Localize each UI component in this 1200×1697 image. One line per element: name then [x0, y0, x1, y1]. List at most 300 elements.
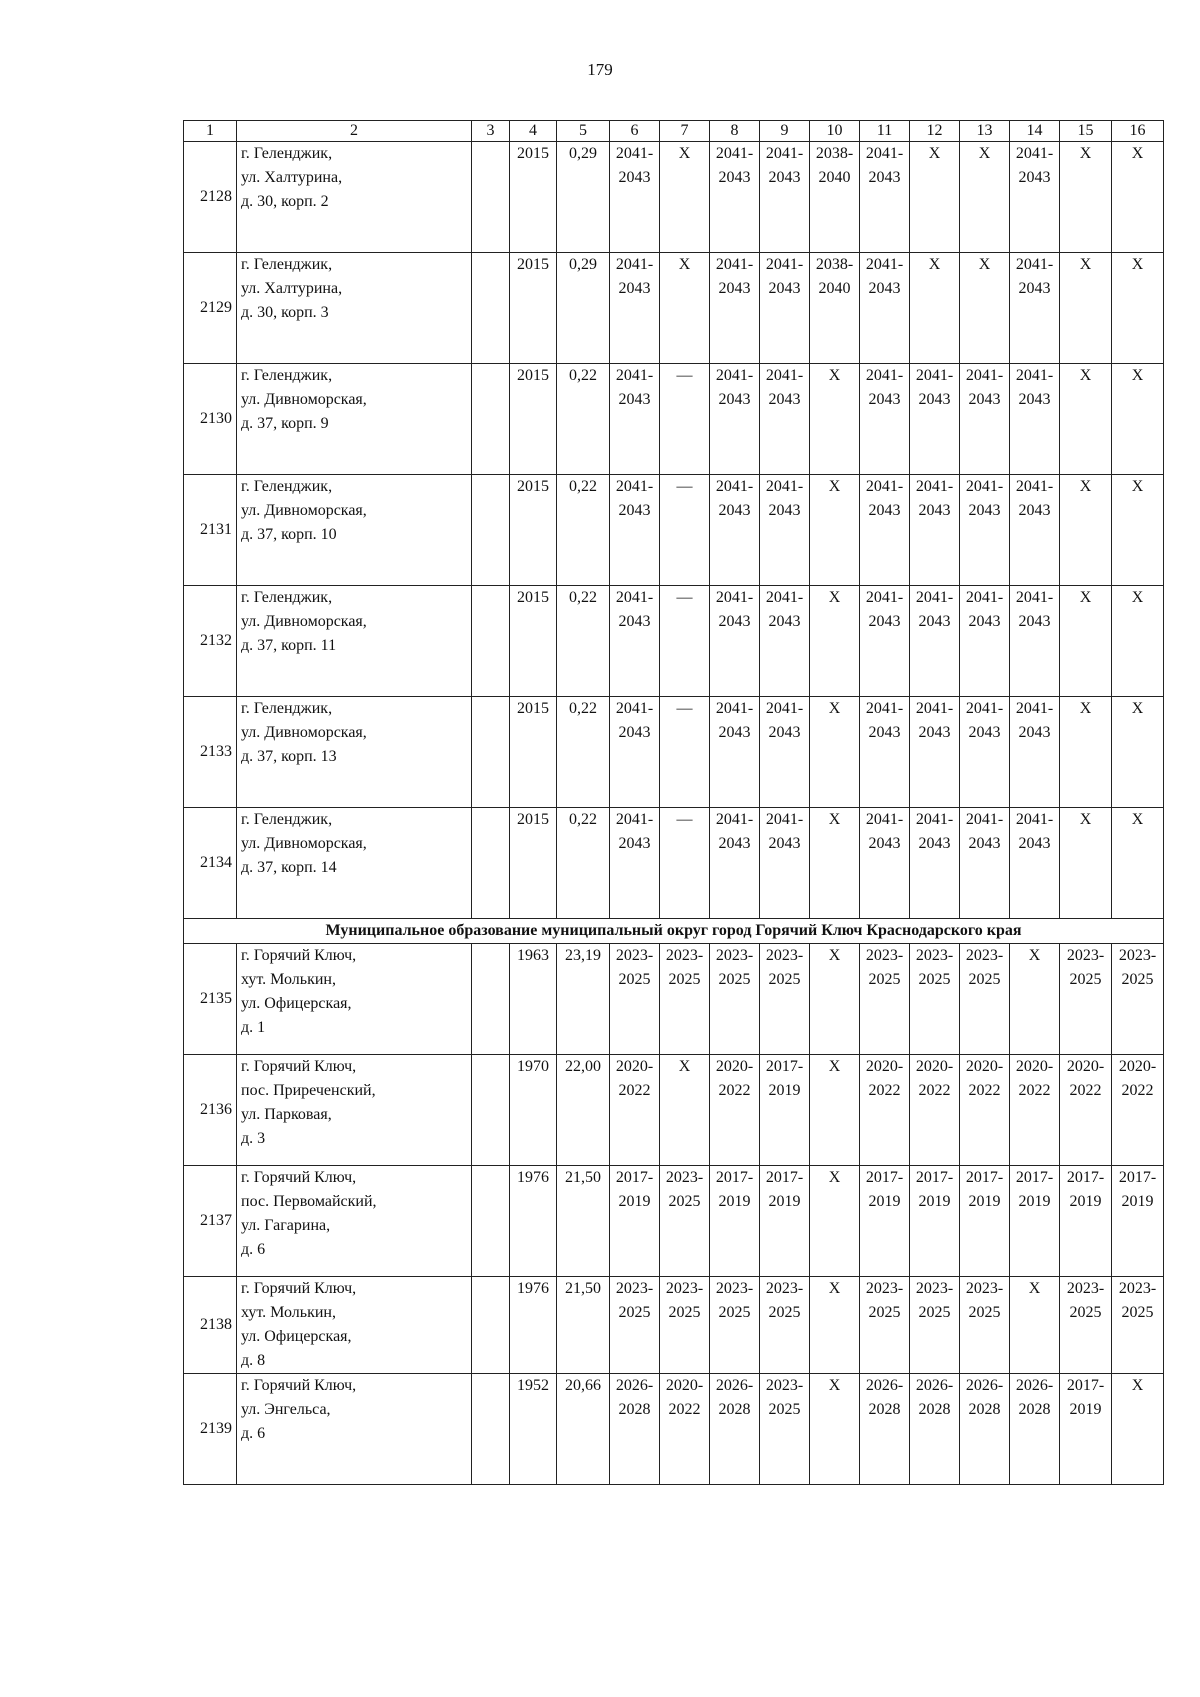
period-cell: [1010, 475, 1060, 586]
year-built-cell: 1952: [510, 1374, 557, 1485]
address-cell: [237, 944, 472, 1055]
period-cell: [810, 142, 860, 253]
period-text: 2038-: [815, 145, 854, 162]
address-cell: [237, 1055, 472, 1166]
address-line: г. Геленджик,: [241, 256, 333, 273]
period-text: —: [676, 589, 693, 606]
period-cell: [860, 1374, 910, 1485]
address-line: д. 6: [241, 1241, 266, 1258]
row-number: 2134: [184, 808, 237, 919]
period-cell: [1010, 586, 1060, 697]
col-3-cell: [472, 1055, 510, 1166]
address-line: д. 37, корп. 11: [241, 637, 337, 654]
col-3-cell: [472, 142, 510, 253]
period-text: 2043: [1018, 169, 1051, 186]
period-cell: [1010, 944, 1060, 1055]
period-text: 2043: [618, 613, 651, 630]
period-cell: [660, 808, 710, 919]
address-cell: [237, 1374, 472, 1485]
table-body: [184, 121, 1164, 1485]
period-cell: [960, 944, 1010, 1055]
period-cell: [1060, 142, 1112, 253]
period-cell: [1060, 697, 1112, 808]
table-row: [184, 1374, 1164, 1485]
period-cell: [660, 1277, 710, 1374]
year-built-cell: 2015: [510, 364, 557, 475]
period-cell: [660, 253, 710, 364]
period-text: 2041-: [765, 145, 804, 162]
address-line: г. Геленджик,: [241, 478, 333, 495]
period-text: 2023-: [715, 947, 754, 964]
period-text: 2041-: [715, 145, 754, 162]
period-cell: [1060, 253, 1112, 364]
period-cell: [860, 253, 910, 364]
value-cell: 21,50: [557, 1277, 610, 1374]
period-text: 2017-: [615, 1169, 654, 1186]
period-text: 2025: [868, 1304, 901, 1321]
address-line: д. 37, корп. 9: [241, 415, 329, 432]
column-header: 6: [610, 121, 660, 142]
period-text: 2020-: [1118, 1058, 1157, 1075]
period-cell: [960, 142, 1010, 253]
column-header: 16: [1112, 121, 1164, 142]
period-text: 2028: [1018, 1401, 1051, 1418]
period-cell: [910, 586, 960, 697]
period-cell: [810, 1374, 860, 1485]
period-text: 2043: [968, 613, 1001, 630]
period-text: 2043: [1018, 835, 1051, 852]
address-cell: [237, 586, 472, 697]
row-number: 2137: [184, 1166, 237, 1277]
period-text: 2017-: [1118, 1169, 1157, 1186]
section-row: [184, 919, 1164, 944]
period-cell: [1010, 697, 1060, 808]
address-line: д. 30, корп. 3: [241, 304, 329, 321]
period-cell: [760, 697, 810, 808]
period-text: X: [928, 145, 941, 162]
period-text: X: [1079, 478, 1092, 495]
period-cell: [610, 1166, 660, 1277]
period-text: 2043: [868, 280, 901, 297]
period-text: 2020-: [1015, 1058, 1054, 1075]
address-line: пос. Первомайский,: [241, 1193, 377, 1210]
period-text: 2020-: [865, 1058, 904, 1075]
address-line: д. 37, корп. 13: [241, 748, 337, 765]
address-line: ул. Дивноморская,: [241, 613, 367, 630]
period-text: X: [1079, 256, 1092, 273]
period-cell: [660, 142, 710, 253]
col-3-cell: [472, 253, 510, 364]
period-cell: [760, 475, 810, 586]
period-cell: [960, 586, 1010, 697]
period-cell: [1112, 253, 1164, 364]
row-number: 2135: [184, 944, 237, 1055]
period-cell: [860, 1166, 910, 1277]
period-text: 2043: [968, 724, 1001, 741]
period-text: 2043: [1018, 502, 1051, 519]
period-text: 2041-: [765, 589, 804, 606]
period-text: —: [676, 811, 693, 828]
period-cell: [960, 253, 1010, 364]
period-cell: [610, 1277, 660, 1374]
period-text: 2019: [1069, 1401, 1102, 1418]
address-line: ул. Офицерская,: [241, 995, 352, 1012]
period-text: 2043: [918, 613, 951, 630]
period-cell: [860, 944, 910, 1055]
period-cell: [1112, 586, 1164, 697]
value-cell: 22,00: [557, 1055, 610, 1166]
period-text: 2043: [618, 835, 651, 852]
period-text: 2043: [968, 391, 1001, 408]
period-cell: [1112, 1374, 1164, 1485]
row-number: 2138: [184, 1277, 237, 1374]
period-text: 2041-: [865, 367, 904, 384]
period-text: 2023-: [765, 1280, 804, 1297]
year-built-cell: 1963: [510, 944, 557, 1055]
period-text: 2041-: [715, 589, 754, 606]
period-cell: [1010, 142, 1060, 253]
period-text: 2040: [818, 169, 851, 186]
period-cell: [1010, 1277, 1060, 1374]
period-text: 2022: [1018, 1082, 1051, 1099]
period-text: X: [1131, 367, 1144, 384]
period-text: 2043: [918, 835, 951, 852]
period-cell: [1010, 364, 1060, 475]
period-text: 2017-: [915, 1169, 954, 1186]
period-text: —: [676, 367, 693, 384]
period-cell: [610, 1055, 660, 1166]
period-text: X: [828, 700, 841, 717]
period-text: X: [1079, 700, 1092, 717]
year-built-cell: 2015: [510, 475, 557, 586]
address-line: г. Горячий Ключ,: [241, 1377, 357, 1394]
period-text: 2025: [1121, 971, 1154, 988]
period-text: 2041-: [765, 256, 804, 273]
period-text: 2022: [1069, 1082, 1102, 1099]
period-text: 2023-: [665, 1280, 704, 1297]
period-cell: [710, 364, 760, 475]
table-row: [184, 808, 1164, 919]
period-text: 2025: [668, 1304, 701, 1321]
period-text: 2043: [768, 835, 801, 852]
address-line: г. Горячий Ключ,: [241, 1169, 357, 1186]
period-text: X: [678, 256, 691, 273]
value-cell: 0,22: [557, 586, 610, 697]
year-built-cell: 2015: [510, 586, 557, 697]
period-cell: [1112, 697, 1164, 808]
column-header: 14: [1010, 121, 1060, 142]
period-text: 2023-: [615, 947, 654, 964]
period-text: 2043: [718, 169, 751, 186]
period-text: 2043: [718, 391, 751, 408]
address-line: ул. Дивноморская,: [241, 391, 367, 408]
period-text: 2041-: [765, 478, 804, 495]
period-text: 2028: [918, 1401, 951, 1418]
column-header: 2: [237, 121, 472, 142]
period-cell: [910, 364, 960, 475]
period-text: 2026-: [615, 1377, 654, 1394]
address-line: ул. Дивноморская,: [241, 835, 367, 852]
column-header: 13: [960, 121, 1010, 142]
period-cell: [610, 944, 660, 1055]
period-text: 2023-: [1118, 947, 1157, 964]
period-text: 2041-: [1015, 145, 1054, 162]
row-number: 2131: [184, 475, 237, 586]
period-text: 2019: [1121, 1193, 1154, 1210]
period-cell: [1060, 1277, 1112, 1374]
period-text: 2041-: [965, 478, 1004, 495]
period-text: 2041-: [715, 700, 754, 717]
address-cell: [237, 1166, 472, 1277]
address-line: ул. Дивноморская,: [241, 724, 367, 741]
period-text: 2043: [968, 835, 1001, 852]
period-cell: [760, 1055, 810, 1166]
value-cell: 0,29: [557, 142, 610, 253]
period-text: 2040: [818, 280, 851, 297]
period-text: 2025: [668, 971, 701, 988]
period-cell: [810, 1277, 860, 1374]
period-cell: [1112, 1277, 1164, 1374]
page-number: 179: [587, 60, 613, 79]
period-cell: [1060, 808, 1112, 919]
period-text: 2017-: [715, 1169, 754, 1186]
period-text: 2043: [718, 613, 751, 630]
period-text: 2020-: [965, 1058, 1004, 1075]
period-text: X: [678, 145, 691, 162]
period-cell: [1060, 1166, 1112, 1277]
period-text: 2026-: [915, 1377, 954, 1394]
period-text: 2041-: [715, 256, 754, 273]
year-built-cell: 1976: [510, 1166, 557, 1277]
address-line: д. 3: [241, 1130, 266, 1147]
period-text: 2041-: [1015, 811, 1054, 828]
period-text: 2041-: [915, 589, 954, 606]
period-text: 2043: [918, 502, 951, 519]
period-text: 2017-: [1066, 1169, 1105, 1186]
column-header: 10: [810, 121, 860, 142]
period-text: 2041-: [965, 811, 1004, 828]
period-cell: [760, 1374, 810, 1485]
period-text: 2020-: [665, 1377, 704, 1394]
period-text: 2041-: [965, 367, 1004, 384]
period-text: 2038-: [815, 256, 854, 273]
period-text: 2041-: [615, 256, 654, 273]
row-number: 2130: [184, 364, 237, 475]
period-cell: [610, 142, 660, 253]
address-cell: [237, 1277, 472, 1374]
year-built-cell: 2015: [510, 697, 557, 808]
period-text: X: [678, 1058, 691, 1075]
period-text: 2041-: [615, 700, 654, 717]
period-text: X: [1131, 589, 1144, 606]
period-text: 2043: [718, 280, 751, 297]
period-text: 2043: [1018, 724, 1051, 741]
period-text: X: [928, 256, 941, 273]
period-cell: [1060, 1055, 1112, 1166]
period-text: 2022: [668, 1401, 701, 1418]
address-line: д. 37, корп. 14: [241, 859, 337, 876]
address-line: г. Горячий Ключ,: [241, 1280, 357, 1297]
period-text: 2023-: [1066, 1280, 1105, 1297]
period-text: X: [1079, 367, 1092, 384]
address-line: ул. Дивноморская,: [241, 502, 367, 519]
period-cell: [760, 1166, 810, 1277]
period-cell: [710, 944, 760, 1055]
period-text: 2041-: [715, 367, 754, 384]
period-cell: [910, 944, 960, 1055]
period-cell: [860, 1277, 910, 1374]
period-text: 2025: [918, 1304, 951, 1321]
period-cell: [960, 1055, 1010, 1166]
period-text: X: [828, 1169, 841, 1186]
value-cell: 0,22: [557, 475, 610, 586]
period-text: 2022: [618, 1082, 651, 1099]
period-text: 2041-: [1015, 256, 1054, 273]
period-cell: [710, 697, 760, 808]
section-title: Муниципальное образование муниципальный округ город Горячий Ключ Краснодарского края: [184, 919, 1164, 944]
period-text: 2025: [868, 971, 901, 988]
period-text: X: [1028, 1280, 1041, 1297]
period-cell: [710, 1374, 760, 1485]
period-text: 2041-: [1015, 589, 1054, 606]
period-text: 2041-: [615, 811, 654, 828]
table-row: [184, 364, 1164, 475]
period-text: 2017-: [865, 1169, 904, 1186]
period-text: 2017-: [765, 1058, 804, 1075]
row-number: 2139: [184, 1374, 237, 1485]
column-header: 15: [1060, 121, 1112, 142]
period-text: 2041-: [915, 478, 954, 495]
period-text: 2023-: [765, 1377, 804, 1394]
address-line: д. 8: [241, 1352, 266, 1369]
period-text: 2041-: [965, 589, 1004, 606]
address-line: ул. Энгельса,: [241, 1401, 331, 1418]
period-cell: [1112, 944, 1164, 1055]
address-cell: [237, 364, 472, 475]
col-3-cell: [472, 1277, 510, 1374]
period-text: 2019: [618, 1193, 651, 1210]
col-3-cell: [472, 586, 510, 697]
address-line: г. Горячий Ключ,: [241, 947, 357, 964]
period-text: 2043: [968, 502, 1001, 519]
period-text: X: [828, 811, 841, 828]
period-cell: [610, 808, 660, 919]
col-3-cell: [472, 1166, 510, 1277]
period-cell: [1060, 475, 1112, 586]
address-cell: [237, 808, 472, 919]
period-text: 2019: [918, 1193, 951, 1210]
value-cell: 23,19: [557, 944, 610, 1055]
period-text: X: [1131, 478, 1144, 495]
row-number: 2132: [184, 586, 237, 697]
period-cell: [1060, 944, 1112, 1055]
period-text: —: [676, 700, 693, 717]
period-cell: [710, 142, 760, 253]
period-text: X: [1079, 811, 1092, 828]
year-built-cell: 1970: [510, 1055, 557, 1166]
address-line: д. 6: [241, 1425, 266, 1442]
period-text: 2025: [618, 1304, 651, 1321]
period-text: X: [828, 478, 841, 495]
period-cell: [610, 586, 660, 697]
period-text: X: [978, 256, 991, 273]
period-text: 2026-: [965, 1377, 1004, 1394]
period-text: X: [1131, 256, 1144, 273]
period-text: 2022: [968, 1082, 1001, 1099]
period-text: 2022: [868, 1082, 901, 1099]
period-cell: [860, 364, 910, 475]
address-line: г. Горячий Ключ,: [241, 1058, 357, 1075]
table-row: [184, 1055, 1164, 1166]
column-header: 8: [710, 121, 760, 142]
period-text: 2043: [918, 391, 951, 408]
period-text: 2041-: [865, 811, 904, 828]
period-cell: [660, 1374, 710, 1485]
period-cell: [610, 475, 660, 586]
period-cell: [710, 1277, 760, 1374]
period-cell: [1010, 1166, 1060, 1277]
period-cell: [760, 142, 810, 253]
period-text: 2041-: [865, 145, 904, 162]
period-cell: [910, 475, 960, 586]
period-cell: [610, 253, 660, 364]
period-text: 2043: [618, 280, 651, 297]
period-text: 2023-: [965, 1280, 1004, 1297]
period-text: X: [828, 589, 841, 606]
table-row: [184, 475, 1164, 586]
period-text: 2019: [968, 1193, 1001, 1210]
period-text: 2043: [718, 835, 751, 852]
period-text: 2041-: [865, 256, 904, 273]
period-cell: [810, 697, 860, 808]
period-text: 2025: [668, 1193, 701, 1210]
period-cell: [710, 253, 760, 364]
row-number: 2128: [184, 142, 237, 253]
period-cell: [760, 586, 810, 697]
period-text: X: [1131, 1377, 1144, 1394]
period-text: 2025: [618, 971, 651, 988]
period-text: 2041-: [965, 700, 1004, 717]
period-text: 2023-: [665, 1169, 704, 1186]
period-text: 2022: [718, 1082, 751, 1099]
period-text: X: [828, 1058, 841, 1075]
period-text: 2017-: [1015, 1169, 1054, 1186]
address-cell: [237, 697, 472, 808]
col-3-cell: [472, 364, 510, 475]
value-cell: 0,29: [557, 253, 610, 364]
period-text: 2043: [618, 169, 651, 186]
period-text: 2025: [718, 971, 751, 988]
column-header: 3: [472, 121, 510, 142]
period-cell: [710, 1055, 760, 1166]
period-cell: [810, 808, 860, 919]
period-cell: [910, 142, 960, 253]
address-line: д. 30, корп. 2: [241, 193, 329, 210]
period-text: 2019: [868, 1193, 901, 1210]
period-text: 2043: [868, 391, 901, 408]
year-built-cell: 2015: [510, 253, 557, 364]
period-text: 2041-: [915, 367, 954, 384]
period-cell: [710, 586, 760, 697]
address-cell: [237, 475, 472, 586]
period-text: 2020-: [615, 1058, 654, 1075]
address-line: г. Геленджик,: [241, 811, 333, 828]
period-cell: [960, 364, 1010, 475]
period-text: 2023-: [1118, 1280, 1157, 1297]
period-text: 2023-: [965, 947, 1004, 964]
address-line: хут. Молькин,: [241, 1304, 336, 1321]
period-cell: [1010, 1055, 1060, 1166]
